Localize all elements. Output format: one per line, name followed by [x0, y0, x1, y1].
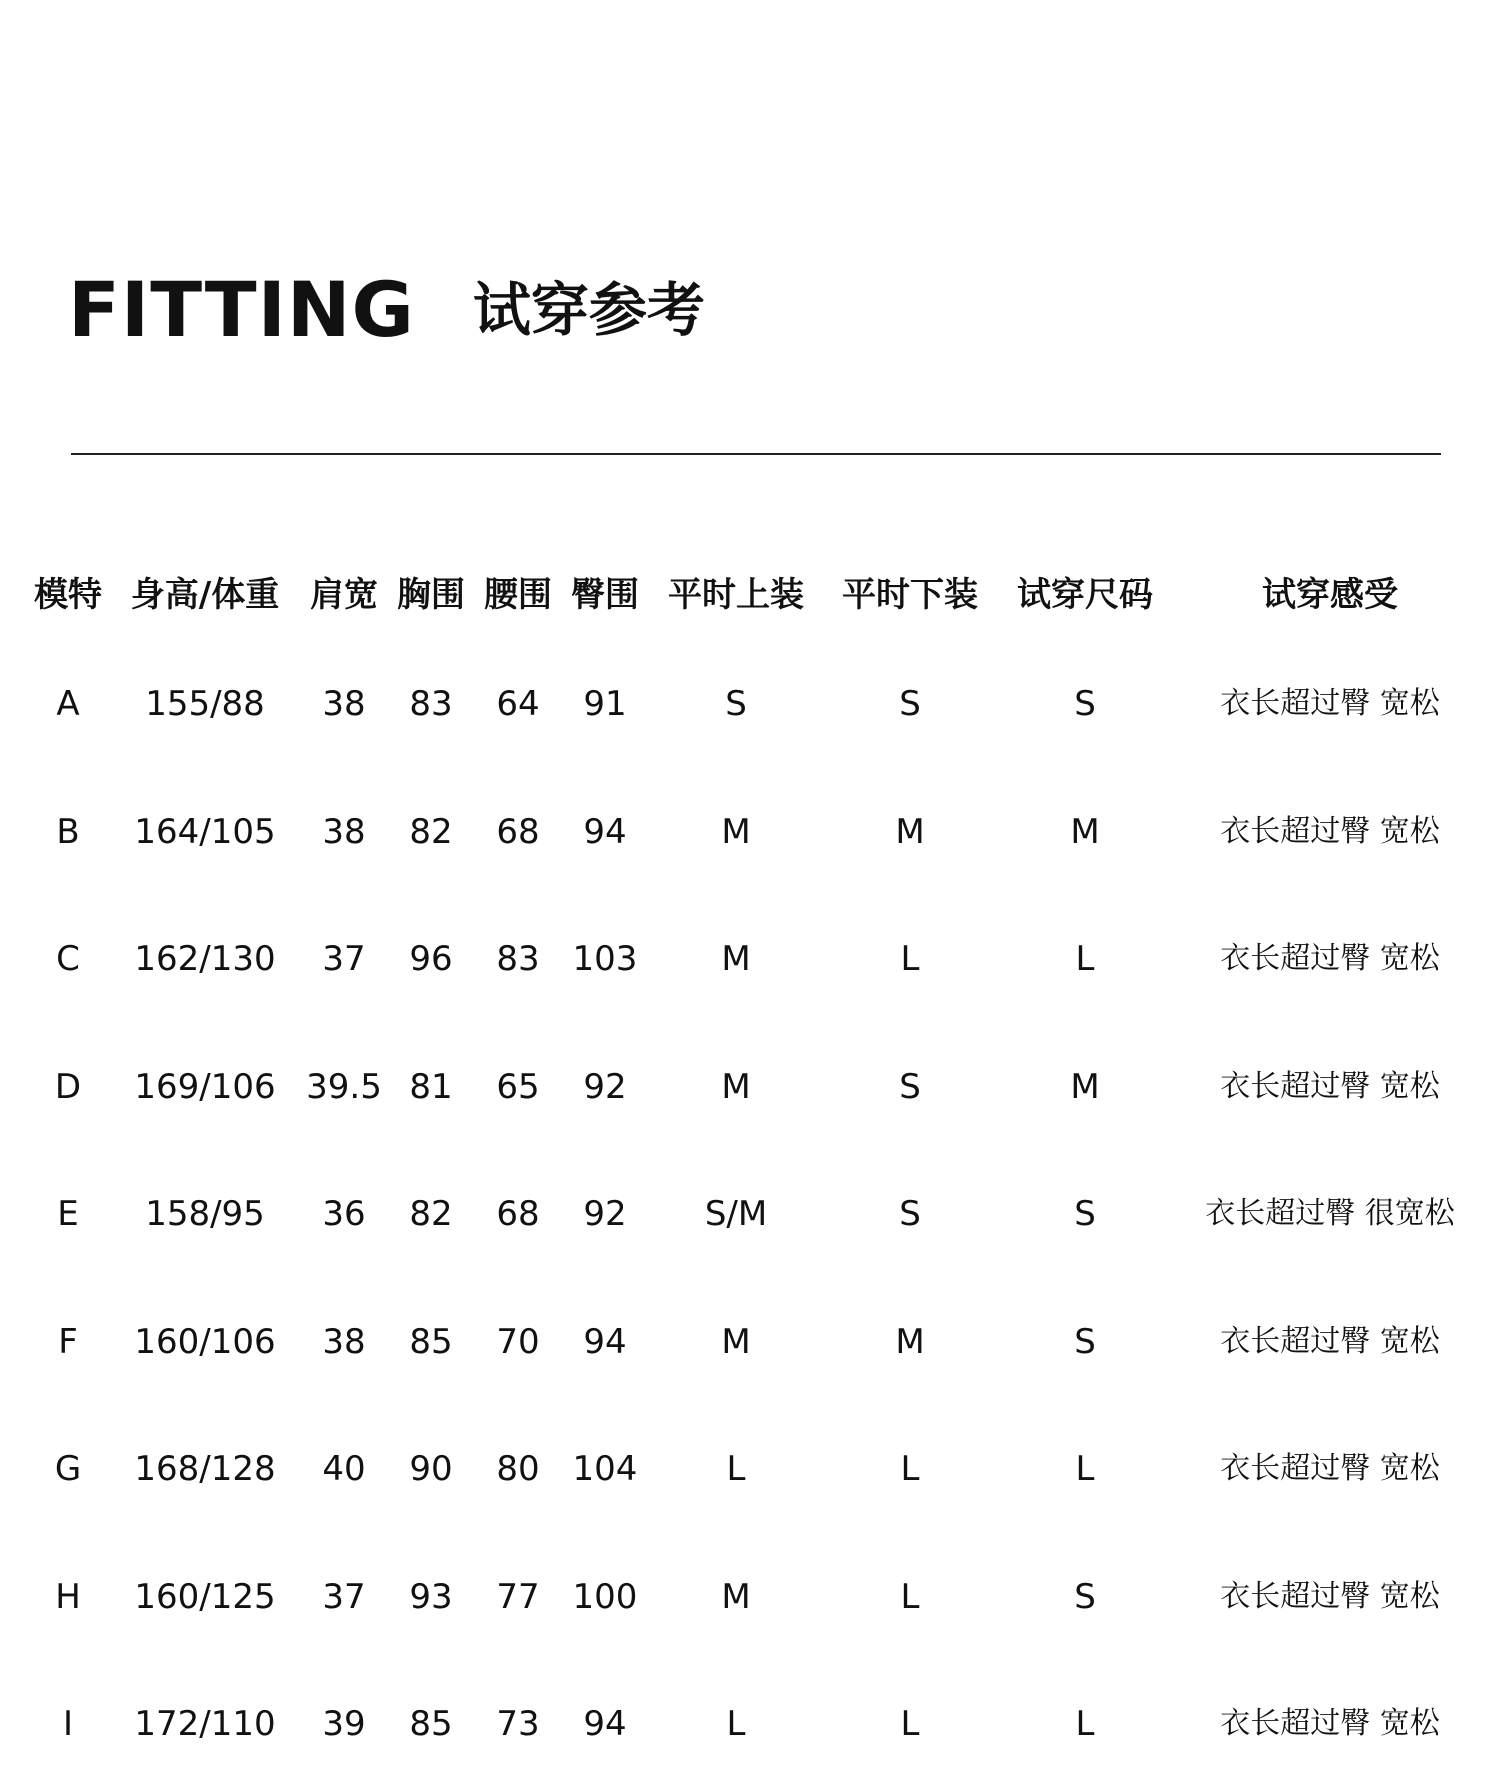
- cell-usual-bottom: L: [900, 939, 920, 979]
- cell-waist: 83: [496, 939, 540, 979]
- cell-shoulder: 38: [322, 1321, 366, 1362]
- cell-bust: 82: [409, 1194, 453, 1234]
- cell-hip: 94: [583, 811, 627, 852]
- cell-bust: 81: [409, 1066, 453, 1107]
- cell-usual-top: M: [721, 939, 751, 979]
- cell-hip: 91: [583, 684, 627, 724]
- cell-height-weight: 158/95: [145, 1194, 265, 1234]
- cell-usual-bottom: S: [899, 1194, 921, 1234]
- cell-hip: 100: [572, 1576, 638, 1617]
- header-tried-size: 试穿尺码: [1017, 575, 1153, 615]
- cell-waist: 65: [496, 1066, 540, 1107]
- cell-shoulder: 38: [322, 684, 366, 724]
- title-chinese: 试穿参考: [472, 276, 705, 344]
- cell-model: G: [54, 1449, 82, 1489]
- cell-height-weight: 160/106: [134, 1321, 276, 1362]
- header-shoulder: 肩宽: [310, 575, 378, 615]
- cell-feel: 衣长超过臀 宽松: [1220, 1578, 1440, 1614]
- cell-model: H: [55, 1576, 81, 1617]
- cell-usual-bottom: L: [900, 1704, 920, 1744]
- cell-height-weight: 162/130: [134, 939, 276, 979]
- cell-hip: 104: [572, 1449, 638, 1489]
- header-hip: 臀围: [571, 575, 639, 615]
- cell-feel: 衣长超过臀 宽松: [1220, 1451, 1440, 1486]
- cell-feel: 衣长超过臀 很宽松: [1205, 1196, 1455, 1231]
- cell-height-weight: 164/105: [134, 811, 276, 852]
- cell-usual-top: M: [721, 1066, 751, 1107]
- cell-model: D: [54, 1066, 82, 1107]
- cell-bust: 83: [409, 684, 453, 724]
- cell-model: B: [56, 811, 80, 852]
- cell-usual-top: M: [721, 1576, 751, 1617]
- cell-hip: 94: [583, 1321, 627, 1362]
- cell-height-weight: 168/128: [134, 1449, 276, 1489]
- cell-model: A: [56, 684, 80, 724]
- cell-usual-top: S: [725, 684, 747, 724]
- header-bust: 胸围: [397, 575, 465, 615]
- cell-usual-top: M: [721, 1321, 751, 1362]
- cell-usual-bottom: M: [895, 1321, 925, 1362]
- cell-usual-bottom: L: [900, 1449, 920, 1489]
- cell-shoulder: 38: [322, 811, 366, 852]
- cell-feel: 衣长超过臀 宽松: [1220, 813, 1440, 849]
- cell-model: I: [62, 1704, 74, 1744]
- cell-model: C: [56, 939, 80, 979]
- cell-shoulder: 37: [322, 939, 366, 979]
- cell-bust: 93: [409, 1576, 453, 1617]
- header-usual-top: 平时上装: [668, 575, 804, 615]
- cell-tried-size: M: [1070, 811, 1100, 852]
- cell-feel: 衣长超过臀 宽松: [1220, 1706, 1440, 1741]
- cell-usual-top: L: [726, 1704, 746, 1744]
- cell-usual-bottom: M: [895, 811, 925, 852]
- cell-usual-bottom: S: [899, 684, 921, 724]
- cell-shoulder: 36: [322, 1194, 366, 1234]
- cell-bust: 90: [409, 1449, 453, 1489]
- cell-shoulder: 37: [322, 1576, 366, 1617]
- cell-height-weight: 155/88: [145, 684, 265, 724]
- cell-tried-size: S: [1074, 684, 1096, 724]
- cell-shoulder: 39: [322, 1704, 366, 1744]
- header-height-weight: 身高/体重: [130, 575, 280, 615]
- cell-shoulder: 39.5: [306, 1066, 382, 1107]
- cell-hip: 94: [583, 1704, 627, 1744]
- header-waist: 腰围: [484, 575, 552, 615]
- cell-feel: 衣长超过臀 宽松: [1220, 941, 1440, 976]
- cell-feel: 衣长超过臀 宽松: [1220, 1068, 1440, 1104]
- cell-model: F: [58, 1321, 78, 1362]
- cell-tried-size: L: [1075, 1449, 1095, 1489]
- header-model: 模特: [34, 575, 102, 615]
- cell-tried-size: L: [1075, 939, 1095, 979]
- cell-feel: 衣长超过臀 宽松: [1220, 686, 1440, 721]
- cell-height-weight: 172/110: [134, 1704, 276, 1744]
- cell-model: E: [57, 1194, 79, 1234]
- cell-bust: 82: [409, 811, 453, 852]
- cell-tried-size: M: [1070, 1066, 1100, 1107]
- cell-usual-bottom: S: [899, 1066, 921, 1107]
- header-feel: 试穿感受: [1262, 575, 1398, 615]
- cell-tried-size: S: [1074, 1321, 1096, 1362]
- cell-bust: 96: [409, 939, 453, 979]
- cell-height-weight: 160/125: [134, 1576, 276, 1617]
- cell-tried-size: L: [1075, 1704, 1095, 1744]
- cell-bust: 85: [409, 1321, 453, 1362]
- cell-waist: 77: [496, 1576, 540, 1617]
- cell-hip: 103: [572, 939, 638, 979]
- cell-hip: 92: [583, 1066, 627, 1107]
- cell-hip: 92: [583, 1194, 627, 1234]
- cell-waist: 80: [496, 1449, 540, 1489]
- cell-waist: 73: [496, 1704, 540, 1744]
- cell-height-weight: 169/106: [134, 1066, 276, 1107]
- cell-usual-top: S/M: [704, 1194, 768, 1234]
- cell-feel: 衣长超过臀 宽松: [1220, 1323, 1440, 1359]
- cell-bust: 85: [409, 1704, 453, 1744]
- cell-usual-bottom: L: [900, 1576, 920, 1617]
- header-usual-bottom: 平时下装: [842, 575, 978, 615]
- cell-waist: 68: [496, 811, 540, 852]
- cell-tried-size: S: [1074, 1576, 1096, 1617]
- title-english: FITTING: [68, 265, 415, 354]
- cell-waist: 68: [496, 1194, 540, 1234]
- cell-tried-size: S: [1074, 1194, 1096, 1234]
- cell-shoulder: 40: [322, 1449, 366, 1489]
- cell-waist: 64: [496, 684, 540, 724]
- cell-waist: 70: [496, 1321, 540, 1362]
- cell-usual-top: L: [726, 1449, 746, 1489]
- cell-usual-top: M: [721, 811, 751, 852]
